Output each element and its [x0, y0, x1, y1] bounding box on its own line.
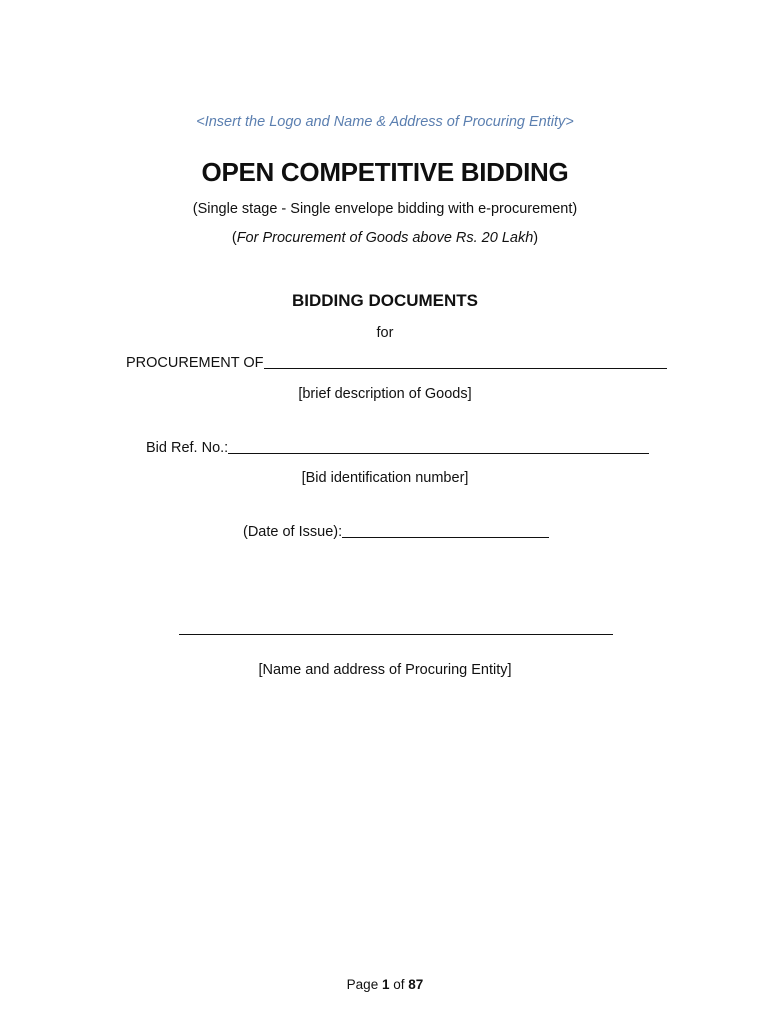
date-of-issue-blank-line[interactable] [342, 523, 549, 538]
bid-ref-label: Bid Ref. No.: [146, 440, 229, 456]
section-heading: BIDDING DOCUMENTS [291, 291, 479, 310]
procurement-scope [0, 230, 770, 246]
logo-placeholder-text: <Insert the Logo and Name & Address of Procuring Entity> [196, 114, 574, 130]
procurement-blank-line[interactable] [264, 354, 667, 369]
bid-ref-blank-line[interactable] [228, 439, 649, 454]
page-prefix: Page [346, 977, 379, 992]
scope-text: For Procurement of Goods above Rs. 20 Lakh [236, 230, 534, 246]
bid-id-hint: [Bid identification number] [301, 470, 469, 486]
procuring-entity-hint: [Name and address of Procuring Entity] [258, 662, 512, 678]
procurement-field [126, 354, 667, 371]
procurement-label: PROCUREMENT OF [126, 355, 264, 371]
date-of-issue-label: (Date of Issue): [243, 524, 343, 540]
document-title: OPEN COMPETITIVE BIDDING [201, 157, 569, 187]
for-text: for [376, 325, 394, 341]
document-subtitle: (Single stage - Single envelope bidding with e-procurement) [192, 201, 578, 217]
goods-description-hint: [brief description of Goods] [298, 386, 472, 402]
scope-open-paren: ( [231, 230, 237, 246]
page-separator: of [393, 977, 405, 992]
page-number-footer [0, 977, 770, 992]
current-page-number: 1 [381, 977, 390, 992]
entity-blank-line[interactable] [179, 634, 613, 635]
bid-ref-field [146, 439, 649, 456]
scope-close-paren: ) [533, 230, 539, 246]
total-pages-number: 87 [408, 977, 424, 992]
date-of-issue-field [243, 523, 549, 540]
